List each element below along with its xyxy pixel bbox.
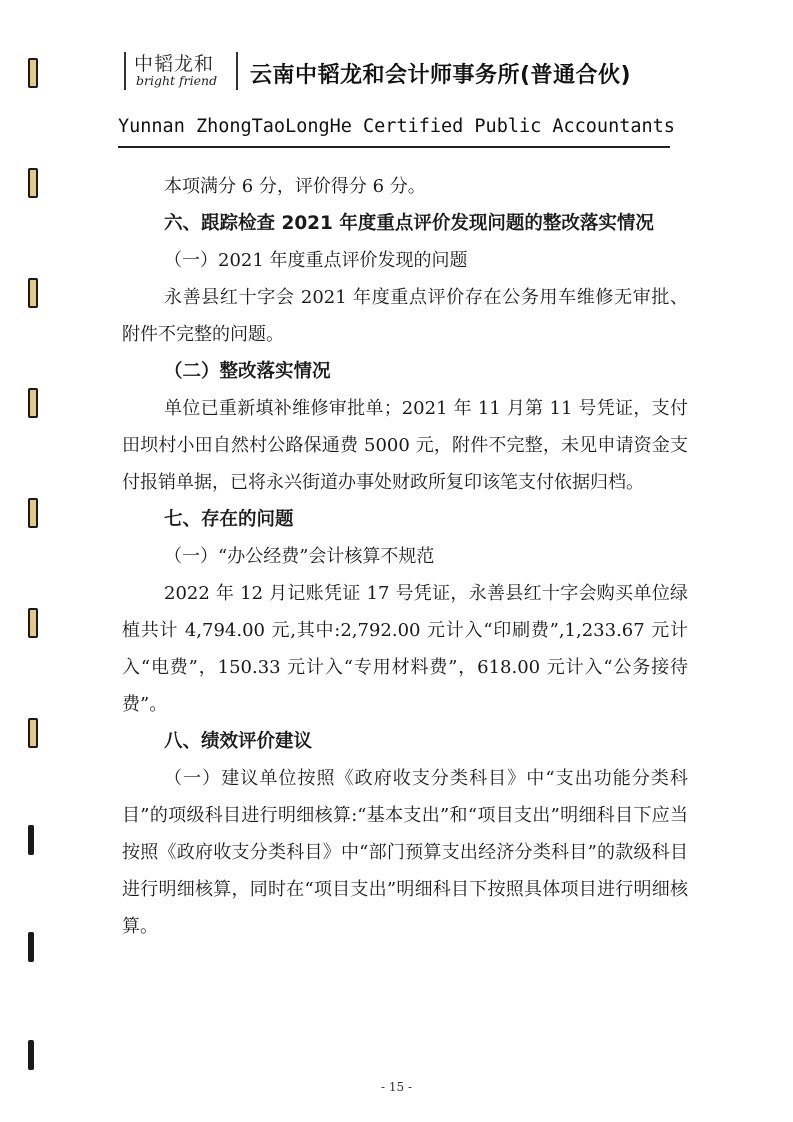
binding-hole: [28, 608, 38, 638]
firm-logo: [118, 48, 240, 94]
page-number: - 15 -: [380, 1080, 412, 1094]
paragraph-rectification: 单位已重新填补维修审批单；2021 年 11 月第 11 号凭证，支付田坝村小田自然村公路保通费 5000 元，附件不完整，未见申请资金支付报销单据，已将永兴街道办事处财政所复印该笔支付依据归档。: [122, 398, 688, 493]
binding-hole: [28, 58, 38, 88]
logo-english-text: bright friend: [136, 73, 218, 88]
binding-hole: [28, 388, 38, 418]
heading-section-6: 六、跟踪检查 2021 年度重点评价发现问题的整改落实情况: [164, 213, 654, 234]
binding-hole: [28, 168, 38, 198]
subheading-7-1: （一）“办公经费”会计核算不规范: [164, 546, 435, 567]
letterhead: [118, 48, 678, 94]
binding-hole: [28, 825, 34, 855]
paragraph-issue-2021: 永善县红十字会 2021 年度重点评价存在公务用车维修无审批、附件不完整的问题。: [122, 287, 688, 345]
paragraph-office-expenses: 2022 年 12 月记账凭证 17 号凭证，永善县红十字会购买单位绿植共计 4,794.00 元,其中:2,792.00 元计入“印刷费”,1,233.67 元计入“电费”，150.33 元计入“专用材料费”，618.00 元计入“公务接待费”。: [122, 583, 688, 715]
header-rule: [118, 146, 670, 148]
binding-hole: [28, 718, 38, 748]
binding-hole: [28, 1040, 34, 1070]
logo-chinese-text: 中韬龙和: [134, 53, 215, 75]
binding-hole: [28, 932, 34, 962]
binding-hole: [28, 498, 38, 528]
logo-bar-right: [236, 52, 238, 90]
subheading-6-1: （一）2021 年度重点评价发现的问题: [164, 250, 468, 271]
binding-holes: [28, 0, 42, 1122]
binding-hole: [28, 278, 38, 308]
paragraph-recommendation: （一）建议单位按照《政府收支分类科目》中“支出功能分类科目”的项级科目进行明细核算:“基本支出”和“项目支出”明细科目下应当按照《政府收支分类科目》中“部门预算支出经济分类科目”的款级科目进行明细核算，同时在“项目支出”明细科目下按照具体项目进行明细核算。: [122, 768, 688, 937]
firm-name-english: Yunnan ZhongTaoLongHe Certified Public Accountants: [118, 116, 675, 137]
heading-section-8: 八、绩效评价建议: [164, 731, 313, 752]
paragraph-score: 本项满分 6 分，评价得分 6 分。: [164, 176, 426, 197]
subheading-6-2: （二）整改落实情况: [164, 361, 331, 382]
document-body: [122, 168, 688, 945]
heading-section-7: 七、存在的问题: [164, 509, 294, 530]
firm-name: 云南中韬龙和会计师事务所(普通合伙): [250, 63, 632, 88]
logo-bar-left: [124, 52, 126, 90]
